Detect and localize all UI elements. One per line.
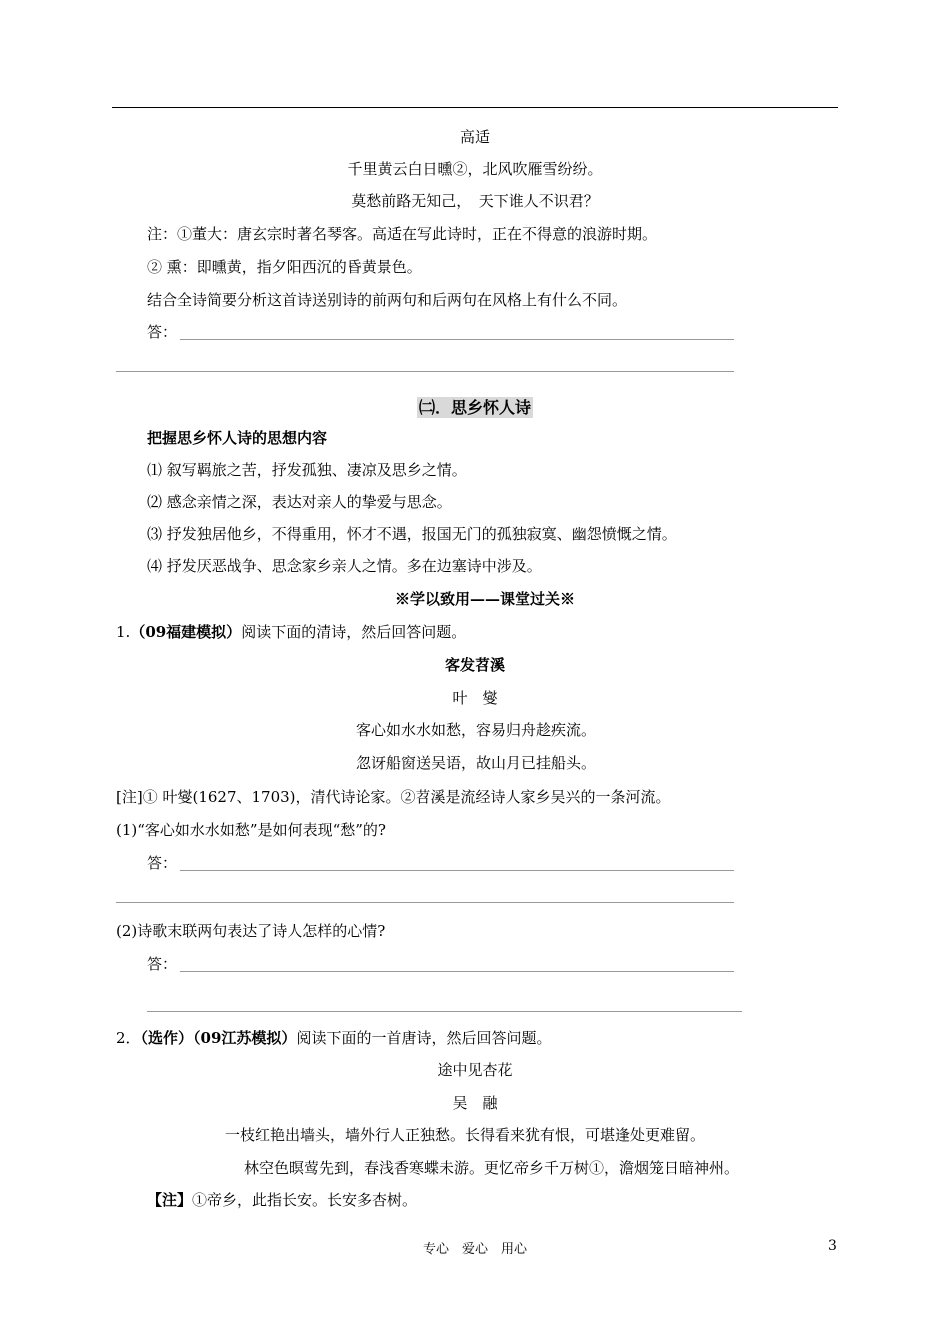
- subquestion-2: (2)诗歌末联两句表达了诗人怎样的心情?: [116, 922, 386, 940]
- practice-banner: ※学以致用——课堂过关※: [395, 590, 576, 608]
- note-text: ①帝乡，此指长安。长安多杏树。: [192, 1191, 418, 1209]
- poem1-note2: ② 熏：即曛黄，指夕阳西沉的昏黄景色。: [147, 258, 422, 276]
- question-text: 阅读下面的清诗，然后回答问题。: [241, 623, 467, 641]
- question2-prompt: [116, 1028, 551, 1048]
- subquestion-1: (1)“客心如水水如愁”是如何表现“愁”的?: [116, 821, 386, 839]
- poem1-author: 高适: [459, 128, 490, 146]
- answer-line[interactable]: [180, 870, 734, 871]
- poem1-line2: 莫愁前路无知己， 天下谁人不识君？: [351, 192, 599, 210]
- poem3-author: 吴 融: [452, 1094, 498, 1112]
- answer-line[interactable]: [180, 971, 734, 972]
- question-number: 2．: [116, 1029, 141, 1047]
- question-source: （09福建模拟）: [130, 623, 242, 641]
- poem2-author: 叶 燮: [452, 689, 498, 707]
- list-item: ⑴ 叙写羁旅之苦，抒发孤独、凄凉及思乡之情。: [147, 461, 467, 479]
- answer-line[interactable]: [116, 371, 734, 372]
- question1-prompt: [116, 622, 466, 642]
- section-title: ㈡．思乡怀人诗: [418, 398, 531, 417]
- list-item: ⑵ 感念亲情之深，表达对亲人的挚爱与思念。: [147, 493, 452, 511]
- page-footer: 专心 爱心 用心: [422, 1242, 527, 1257]
- poem2-note: [注]① 叶燮(1627、1703)，清代诗论家。②苕溪是流经诗人家乡吴兴的一条河流。: [116, 788, 671, 806]
- poem1-note1: 注：①董大：唐玄宗时著名琴客。高适在写此诗时，正在不得意的浪游时期。: [147, 225, 658, 243]
- note-mark: 【注】: [147, 1191, 193, 1209]
- answer-label: 答：: [147, 323, 178, 341]
- question-number: 1.: [116, 623, 131, 641]
- question-tag: （选作）（09江苏模拟）: [140, 1029, 297, 1047]
- page-number: 3: [828, 1238, 837, 1254]
- header-rule: [112, 107, 838, 108]
- section-subtitle: 把握思乡怀人诗的思想内容: [147, 429, 328, 447]
- poem3-title: 途中见杏花: [437, 1061, 513, 1079]
- answer-label: 答：: [147, 854, 178, 872]
- poem3-line2: 林空色暝莺先到，春浅香寒蝶未游。更忆帝乡千万树①，澹烟笼日暗神州。: [244, 1159, 740, 1177]
- poem1-question: 结合全诗简要分析这首诗送别诗的前两句和后两句在风格上有什么不同。: [147, 291, 628, 309]
- answer-line[interactable]: [116, 902, 734, 903]
- poem2-title: 客发苕溪: [444, 656, 505, 674]
- poem1-line1: 千里黄云白日曛②，北风吹雁雪纷纷。: [347, 160, 603, 178]
- answer-line[interactable]: [147, 1011, 742, 1012]
- poem3-line1: 一枝红艳出墙头，墙外行人正独愁。长得看来犹有恨，可堪逢处更难留。: [225, 1126, 706, 1144]
- list-item: ⑶ 抒发独居他乡，不得重用，怀才不遇，报国无门的孤独寂寞、幽怨愤慨之情。: [147, 525, 677, 543]
- question-text: 阅读下面的一首唐诗，然后回答问题。: [296, 1029, 552, 1047]
- answer-label: 答：: [147, 955, 178, 973]
- list-item: ⑷ 抒发厌恶战争、思念家乡亲人之情。多在边塞诗中涉及。: [147, 557, 542, 575]
- poem2-line2: 忽讶船窗送吴语，故山月已挂船头。: [356, 754, 597, 772]
- poem2-line1: 客心如水水如愁，容易归舟趁疾流。: [356, 721, 597, 739]
- poem3-note: [147, 1190, 417, 1210]
- answer-line[interactable]: [180, 339, 734, 340]
